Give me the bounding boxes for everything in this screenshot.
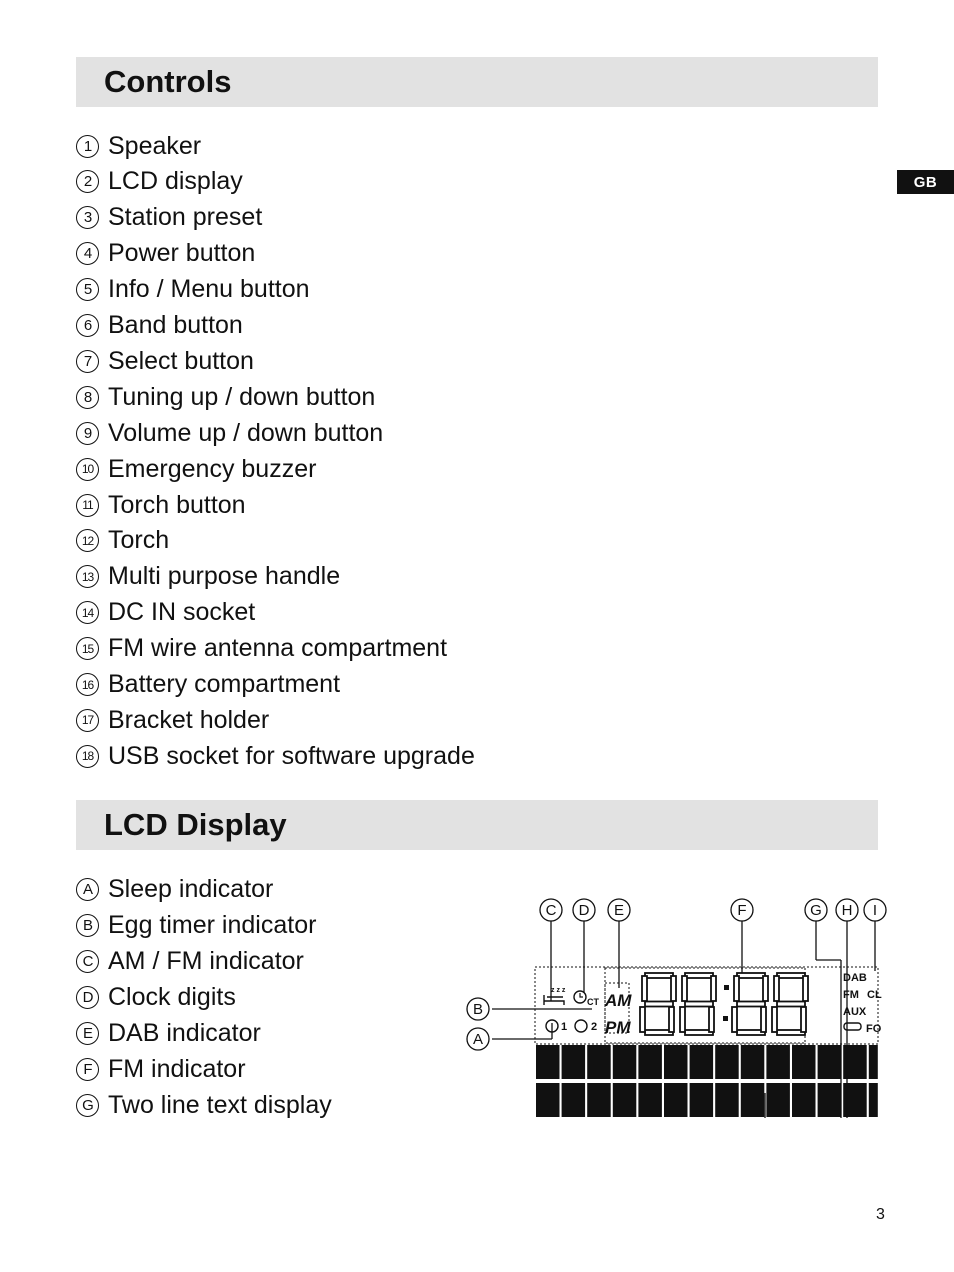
list-item [76,633,447,665]
clock-digit-segment [642,976,647,1001]
lcd-diagram [460,893,882,1123]
am-indicator: AM [605,991,632,1010]
callout-f-marker [731,899,753,921]
controls-heading: Controls [104,64,232,99]
item-marker: 15 [76,637,99,660]
aux-label: AUX [843,1006,867,1018]
list-item [76,740,475,772]
list-item [76,597,255,629]
list-item [76,238,255,270]
clock-digit-segment [640,1007,645,1032]
item-label: Power button [108,239,256,268]
clock-digit-segment [734,976,739,1001]
item-label: Bracket holder [108,705,270,734]
item-marker: E [76,1022,99,1045]
callout-e-marker [608,899,630,921]
fo-partial-label: FO [866,1023,882,1035]
list-item [76,909,316,941]
item-marker: C [76,950,99,973]
item-marker: 10 [76,458,99,481]
callout-g-marker [805,899,827,921]
list-item [76,310,243,342]
fm-label: FM [843,989,859,1001]
list-item [76,453,316,485]
dot-matrix-cell [638,1083,662,1117]
dot-matrix-cell [613,1083,637,1117]
clock-digit-segment [711,976,716,1001]
item-label: Info / Menu button [108,275,310,304]
callout-letter: D [578,902,590,919]
clock-digit-segment [803,976,808,1001]
list-item [76,345,254,377]
dot-matrix-cell [818,1083,842,1117]
callout-h-marker [836,899,858,921]
item-marker: 16 [76,673,99,696]
clock-digit-segment [709,1007,714,1032]
callout-letter: C [545,902,557,919]
dot-matrix-cell [715,1083,739,1117]
list-item [76,945,304,977]
item-marker: 14 [76,601,99,624]
list-item [76,381,375,413]
clock-digit-segment [685,1002,713,1007]
list-item [76,166,243,198]
item-label: Multi purpose handle [108,562,341,591]
item-label: Sleep indicator [108,874,274,903]
item-label: Speaker [108,131,202,160]
callout-i-marker [864,899,886,921]
lcd-dot-matrix [536,1045,878,1117]
pm-indicator: PM [605,1018,631,1037]
list-item [76,561,340,593]
sleep-zzz-label: z z z [551,987,566,994]
list-item [76,202,262,234]
item-marker: 18 [76,745,99,768]
list-item [76,417,383,449]
item-marker: 11 [76,494,99,517]
item-label: Torch button [108,490,246,519]
dot-matrix-cell [715,1045,739,1079]
clock-digit-segment [737,1002,765,1007]
page-number: 3 [876,1206,885,1223]
dot-matrix-cell [587,1045,611,1079]
item-label: Tuning up / down button [108,382,376,411]
dot-matrix-cell [766,1083,790,1117]
clock-digit-segment [669,1007,674,1032]
clock-digit-segment [777,973,805,978]
list-item [76,981,236,1013]
item-label: Emergency buzzer [108,454,317,483]
alarm-2-label: 2 [591,1021,598,1033]
item-label: Torch [108,526,170,555]
callout-letter: H [841,902,853,919]
bed-icon [544,995,564,1005]
item-marker: F [76,1058,99,1081]
item-label: USB socket for software upgrade [108,741,475,770]
callout-letter: G [810,902,822,919]
dot-matrix-cell [613,1045,637,1079]
lcd-heading: LCD Display [104,807,287,842]
item-marker: 7 [76,350,99,373]
list-item [76,669,340,701]
callout-b-marker [467,998,489,1020]
dot-matrix-cell [766,1045,790,1079]
language-tab: GB [897,170,954,194]
clock-hands [580,993,583,997]
item-label: Select button [108,346,254,375]
list-item [76,704,269,736]
item-label: DAB indicator [108,1018,261,1047]
item-marker: 17 [76,709,99,732]
dot-matrix-cell [792,1045,816,1079]
clock-digit-segment [774,976,779,1001]
item-marker: 12 [76,529,99,552]
item-marker: 8 [76,386,99,409]
item-marker: D [76,986,99,1009]
item-label: Two line text display [108,1090,332,1119]
list-item [76,525,169,557]
dot-matrix-cell [664,1083,688,1117]
list-item [76,1053,246,1085]
item-marker: G [76,1094,99,1117]
dot-matrix-cell [690,1083,714,1117]
clock-digit-segment [671,976,676,1001]
alarm-1-label: 1 [561,1021,568,1033]
clock-digit-segment [761,1007,766,1032]
item-marker: 2 [76,170,99,193]
list-item [76,489,246,521]
controls-heading-bar [76,57,878,107]
list-item [76,873,273,905]
clock-digits [640,973,808,1035]
item-label: Battery compartment [108,670,341,698]
item-label: FM indicator [108,1054,246,1083]
dot-matrix-cell [562,1045,586,1079]
callout-d-marker [573,899,595,921]
item-marker: 1 [76,135,99,158]
callout-letter: A [472,1031,484,1048]
item-marker: 6 [76,314,99,337]
clock-digit-segment [732,1007,737,1032]
callout-a-marker [467,1028,489,1050]
clock-digit-segment [801,1007,806,1032]
clock-digit-segment [772,1007,777,1032]
lcd-heading-bar [76,800,878,850]
item-marker: 5 [76,278,99,301]
callout-letter: I [872,902,878,919]
item-marker: A [76,878,99,901]
list-item [76,1089,332,1121]
item-label: Band button [108,311,243,339]
dot-matrix-cell [741,1083,765,1117]
clock-digit-segment [685,973,713,978]
clock-colon-dot [724,985,729,990]
callout-letter: E [613,902,625,919]
clock-digit-segment [763,976,768,1001]
dot-matrix-cell [869,1045,878,1079]
item-label: DC IN socket [108,598,256,627]
clock-digit-segment [777,1002,805,1007]
list-item [76,130,201,162]
dot-matrix-cell [690,1045,714,1079]
cl-partial-label: CL [867,989,882,1001]
dot-matrix-cell [792,1083,816,1117]
callout-letter: F [737,902,747,919]
list-item [76,1017,261,1049]
dot-matrix-cell [869,1083,878,1117]
dot-matrix-cell [818,1045,842,1079]
item-label: Volume up / down button [108,418,384,447]
alarm-2-icon [575,1020,587,1032]
item-label: Station preset [108,203,263,232]
clock-colon-dot [723,1016,728,1021]
ct-label: CT [587,997,599,1007]
callout-c-marker [540,899,562,921]
item-marker: 13 [76,565,99,588]
callout-markers [467,899,886,1050]
clock-digit-segment [682,976,687,1001]
item-marker: 4 [76,242,99,265]
item-label: FM wire antenna compartment [108,634,448,663]
item-marker: B [76,914,99,937]
clock-digit-segment [645,973,673,978]
list-item [76,274,310,306]
dot-matrix-cell [638,1045,662,1079]
dot-matrix-cell [562,1083,586,1117]
dot-matrix-cell [536,1045,560,1079]
item-label: Egg timer indicator [108,910,317,939]
clock-digit-segment [645,1002,673,1007]
item-label: Clock digits [108,982,236,1011]
clock-digit-segment [680,1007,685,1032]
dab-label: DAB [843,972,867,984]
dot-matrix-cell [741,1045,765,1079]
item-marker: 3 [76,206,99,229]
dot-matrix-cell [664,1045,688,1079]
callout-letter: B [472,1001,484,1018]
clock-digit-segment [737,973,765,978]
dot-matrix-cell [536,1083,560,1117]
dot-matrix-cell [587,1083,611,1117]
item-label: AM / FM indicator [108,946,304,975]
item-marker: 9 [76,422,99,445]
item-label: LCD display [108,167,243,196]
